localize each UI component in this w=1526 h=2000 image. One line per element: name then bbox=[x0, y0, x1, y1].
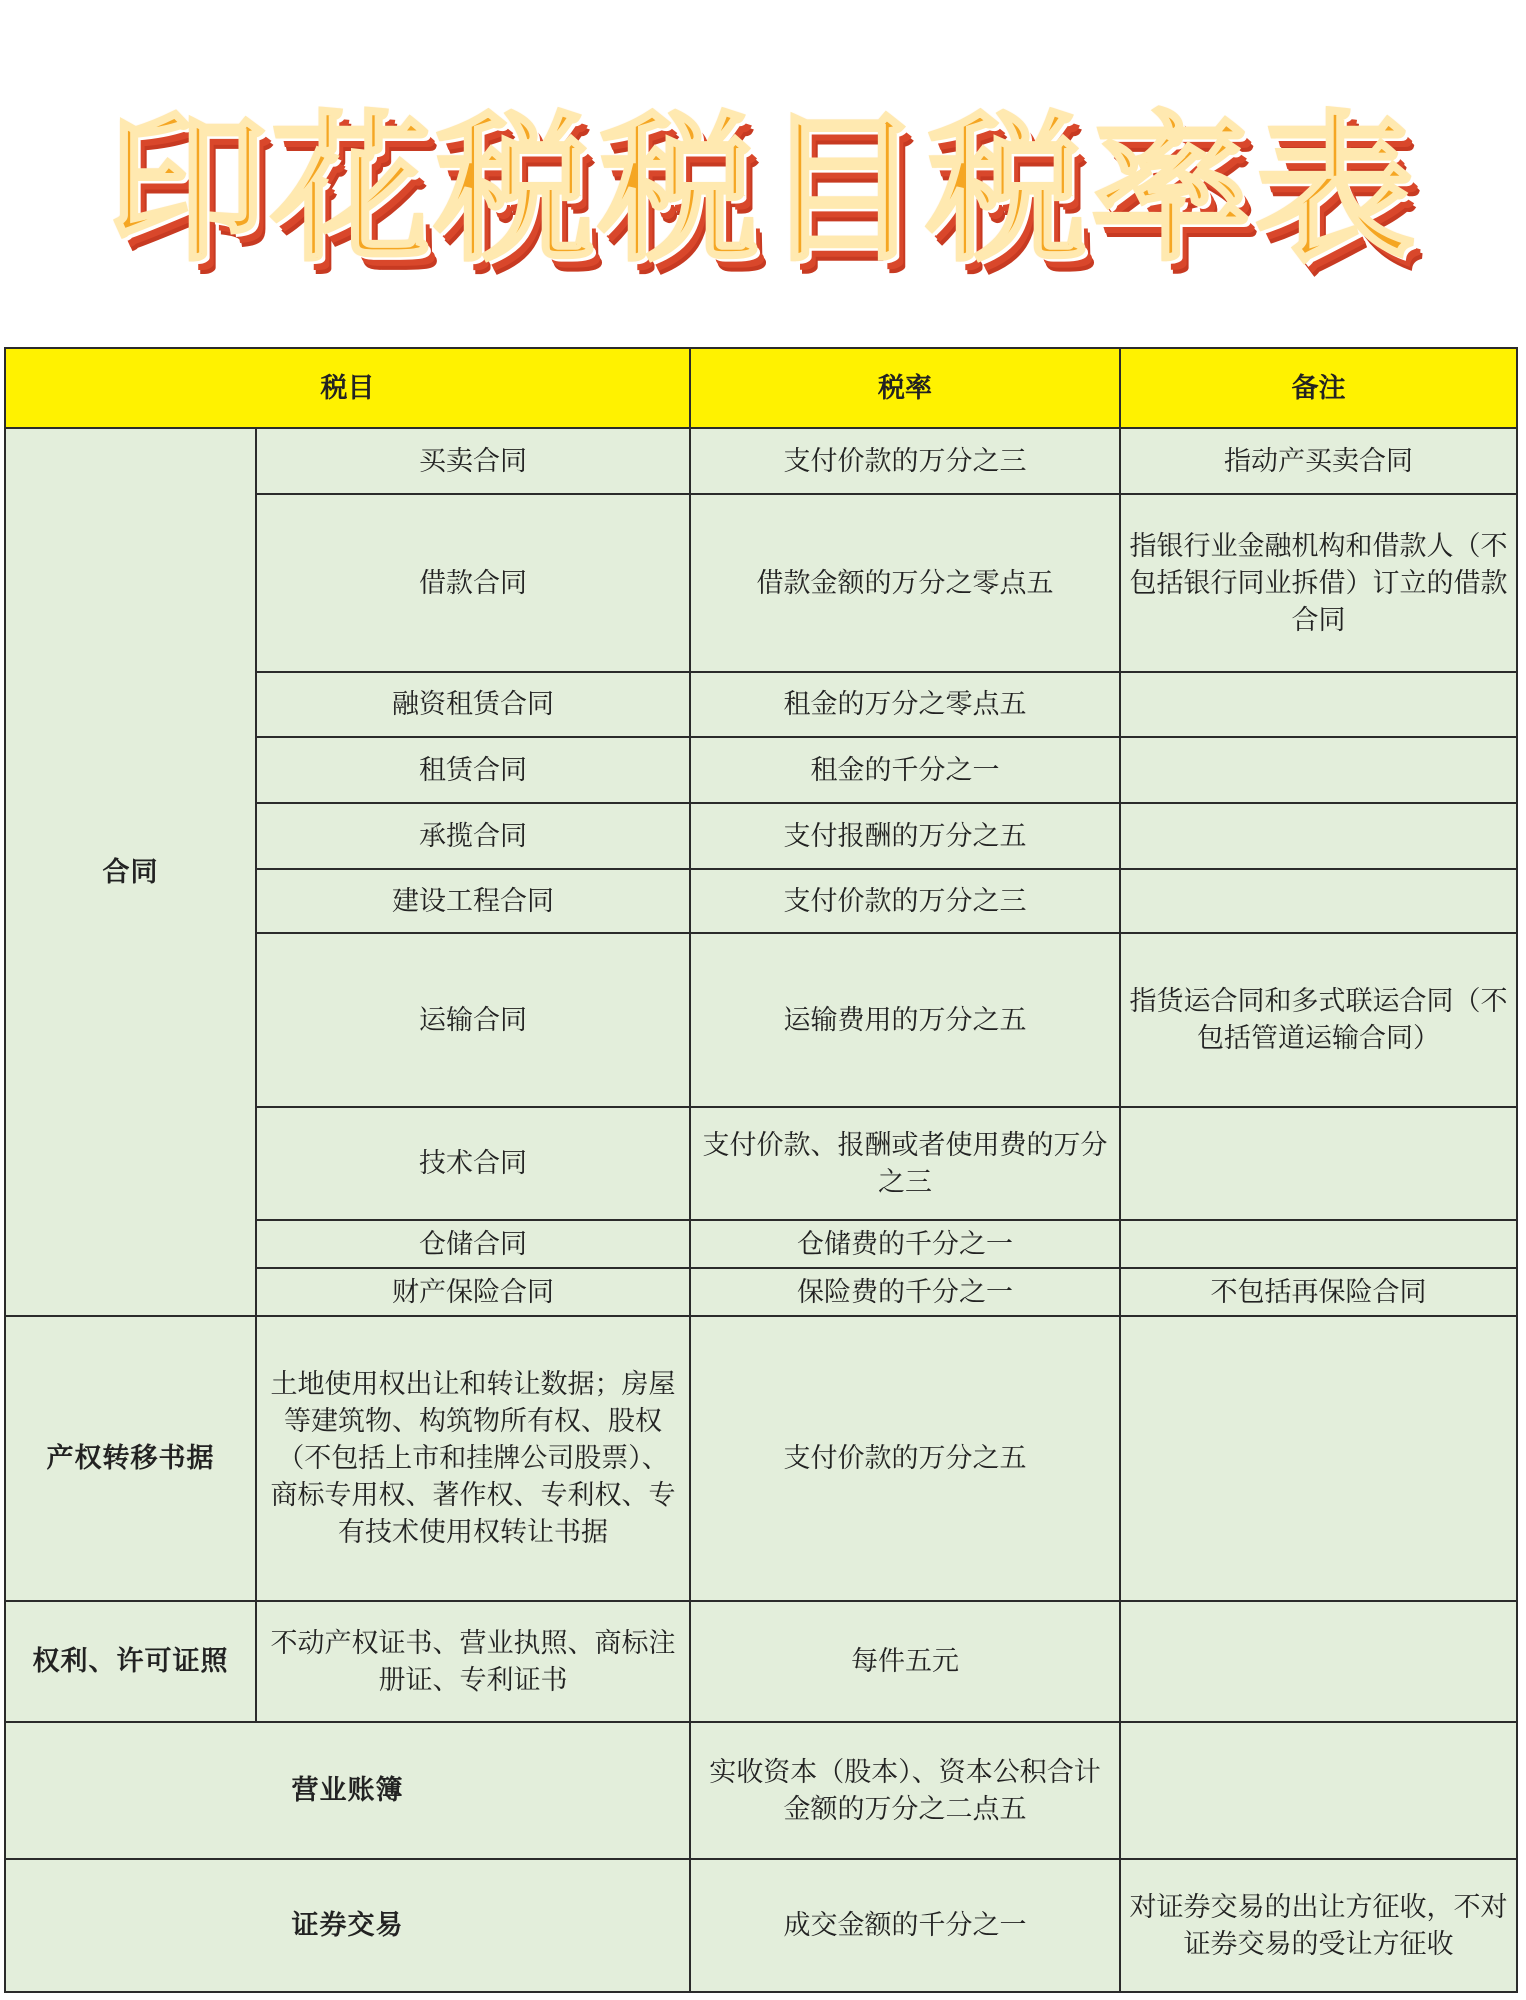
rate-cell: 成交金额的千分之一 bbox=[690, 1859, 1120, 1992]
note-cell bbox=[1120, 803, 1517, 869]
category-cell: 合同 bbox=[5, 428, 256, 1316]
header-item: 税目 bbox=[5, 348, 690, 428]
note-cell bbox=[1120, 737, 1517, 803]
note-cell bbox=[1120, 1722, 1517, 1859]
item-cell: 运输合同 bbox=[256, 933, 690, 1107]
item-cell: 土地使用权出让和转让数据；房屋等建筑物、构筑物所有权、股权（不包括上市和挂牌公司股票）、商标专用权、著作权、专利权、专有技术使用权转让书据 bbox=[256, 1316, 690, 1601]
rate-cell: 支付价款的万分之三 bbox=[690, 869, 1120, 933]
item-cell: 融资租赁合同 bbox=[256, 672, 690, 737]
category-cell: 权利、许可证照 bbox=[5, 1601, 256, 1722]
header-note: 备注 bbox=[1120, 348, 1517, 428]
item-cell: 买卖合同 bbox=[256, 428, 690, 494]
category-cell: 证券交易 bbox=[5, 1859, 690, 1992]
item-cell: 借款合同 bbox=[256, 494, 690, 672]
rate-cell: 支付价款的万分之三 bbox=[690, 428, 1120, 494]
rate-cell: 支付报酬的万分之五 bbox=[690, 803, 1120, 869]
note-cell bbox=[1120, 1601, 1517, 1722]
table-row bbox=[5, 428, 1517, 494]
table-row bbox=[5, 1722, 1517, 1859]
item-cell: 租赁合同 bbox=[256, 737, 690, 803]
note-cell: 指银行业金融机构和借款人（不包括银行同业拆借）订立的借款合同 bbox=[1120, 494, 1517, 672]
rate-cell: 支付价款的万分之五 bbox=[690, 1316, 1120, 1601]
note-cell bbox=[1120, 672, 1517, 737]
item-cell: 仓储合同 bbox=[256, 1220, 690, 1268]
table-row bbox=[5, 1859, 1517, 1992]
header-rate: 税率 bbox=[690, 348, 1120, 428]
rate-cell: 支付价款、报酬或者使用费的万分之三 bbox=[690, 1107, 1120, 1220]
rate-cell: 租金的万分之零点五 bbox=[690, 672, 1120, 737]
rate-cell: 租金的千分之一 bbox=[690, 737, 1120, 803]
note-cell: 对证券交易的出让方征收，不对证券交易的受让方征收 bbox=[1120, 1859, 1517, 1992]
rate-cell: 保险费的千分之一 bbox=[690, 1268, 1120, 1316]
note-cell: 指动产买卖合同 bbox=[1120, 428, 1517, 494]
item-cell: 技术合同 bbox=[256, 1107, 690, 1220]
table-row bbox=[5, 1316, 1517, 1601]
header-row bbox=[5, 348, 1517, 428]
category-cell: 产权转移书据 bbox=[5, 1316, 256, 1601]
rate-cell: 运输费用的万分之五 bbox=[690, 933, 1120, 1107]
note-cell bbox=[1120, 869, 1517, 933]
title-banner bbox=[0, 90, 1526, 290]
item-cell: 财产保险合同 bbox=[256, 1268, 690, 1316]
page-title: 印花税税目税率表 bbox=[106, 96, 1419, 283]
item-cell: 建设工程合同 bbox=[256, 869, 690, 933]
rate-cell: 实收资本（股本）、资本公积合计金额的万分之二点五 bbox=[690, 1722, 1120, 1859]
note-cell bbox=[1120, 1107, 1517, 1220]
note-cell bbox=[1120, 1220, 1517, 1268]
note-cell bbox=[1120, 1316, 1517, 1601]
rate-cell: 每件五元 bbox=[690, 1601, 1120, 1722]
note-cell: 不包括再保险合同 bbox=[1120, 1268, 1517, 1316]
rate-cell: 仓储费的千分之一 bbox=[690, 1220, 1120, 1268]
rate-cell: 借款金额的万分之零点五 bbox=[690, 494, 1120, 672]
tax-rate-table bbox=[4, 347, 1518, 1993]
table-row bbox=[5, 1601, 1517, 1722]
category-cell: 营业账簿 bbox=[5, 1722, 690, 1859]
item-cell: 承揽合同 bbox=[256, 803, 690, 869]
item-cell: 不动产权证书、营业执照、商标注册证、专利证书 bbox=[256, 1601, 690, 1722]
note-cell: 指货运合同和多式联运合同（不包括管道运输合同） bbox=[1120, 933, 1517, 1107]
